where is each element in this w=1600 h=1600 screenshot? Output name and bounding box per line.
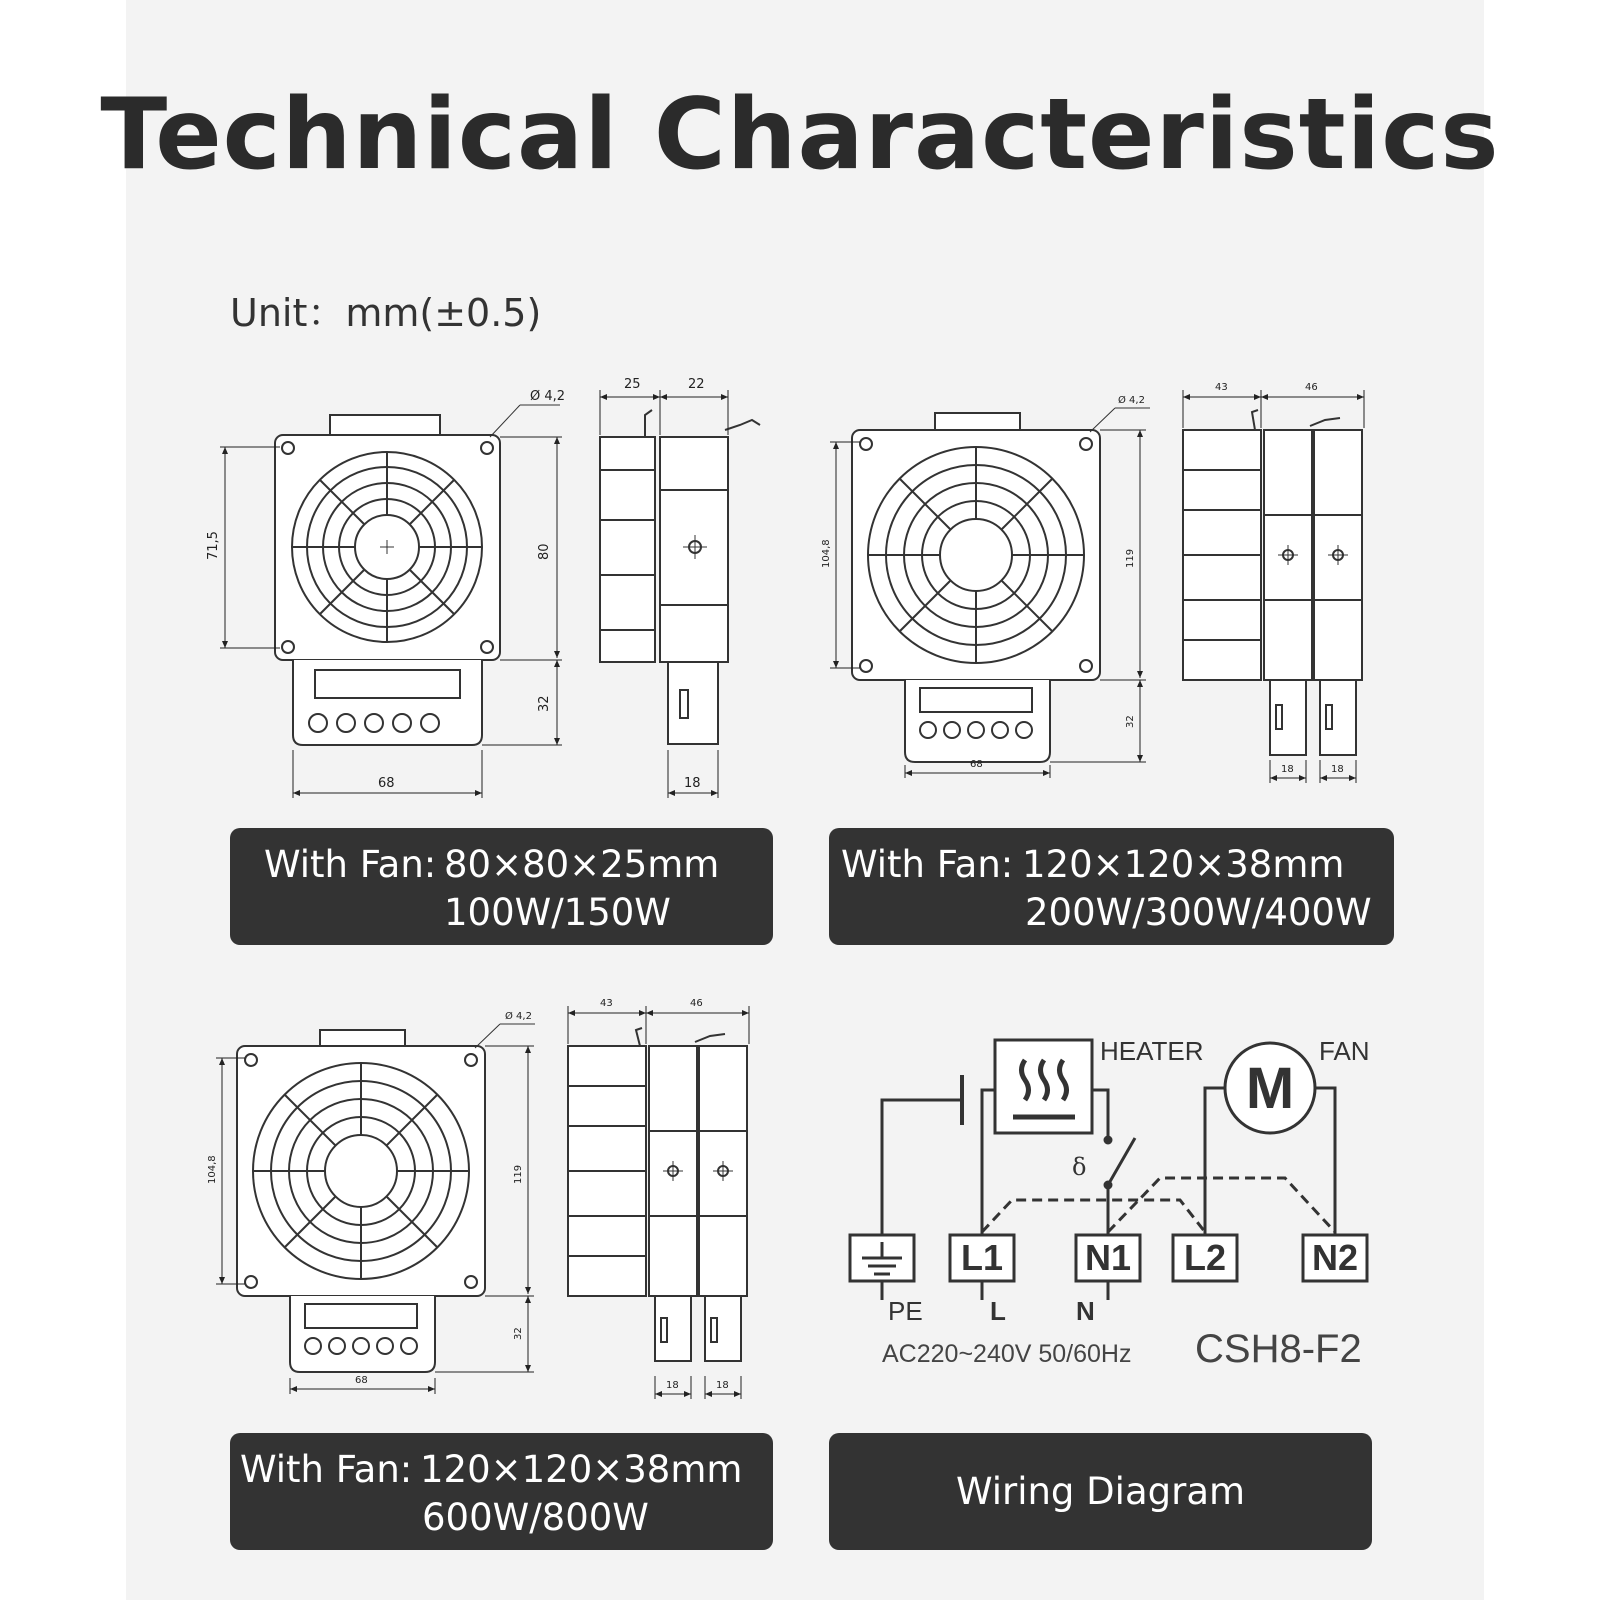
card-label: With Fan: [240, 1448, 413, 1491]
d1-height-inner: 71,5 [206, 531, 221, 560]
d2-side-left: 43 [1215, 382, 1228, 393]
model-card-120-a [829, 828, 1394, 945]
unit-note: Unit：mm(±0.5) [230, 291, 542, 335]
drawing-120b-front [237, 1024, 535, 1372]
card-power: 600W/800W [422, 1496, 649, 1539]
card-label: With Fan: [841, 843, 1014, 886]
terminal-l1-label: L1 [960, 1237, 1004, 1278]
pe-label: PE [888, 1296, 923, 1326]
d3-side-left: 43 [600, 998, 613, 1009]
d3-depth-a: 18 [666, 1380, 679, 1391]
d3-hole: Ø 4,2 [505, 1011, 532, 1022]
d2-height-outer: 119 [1125, 548, 1136, 568]
wiring-caption: Wiring Diagram [955, 1470, 1246, 1513]
d3-height-inner: 104,8 [207, 1155, 218, 1184]
d3-terminal-h: 32 [513, 1327, 524, 1340]
d1-depth: 18 [684, 776, 701, 791]
n-label: N [1076, 1296, 1095, 1326]
card-power: 200W/300W/400W [1025, 891, 1372, 934]
card-fan-size: 120×120×38mm [1022, 843, 1345, 886]
motor-symbol: M [1245, 1056, 1295, 1121]
d2-terminal-h: 32 [1125, 715, 1136, 728]
d2-depth-a: 18 [1281, 764, 1294, 775]
card-power: 100W/150W [444, 891, 671, 934]
page-title: Technical Characteristics [100, 78, 1500, 192]
terminal-n1-label: N1 [1084, 1237, 1132, 1278]
terminal-l2-label: L2 [1183, 1237, 1227, 1278]
drawing-120-side [1183, 410, 1362, 755]
fan-label: FAN [1319, 1036, 1370, 1066]
d3-width: 68 [355, 1375, 368, 1386]
card-label: With Fan: [264, 843, 437, 886]
d3-side-right: 46 [690, 998, 703, 1009]
wiring-caption-card [829, 1433, 1372, 1550]
d1-hole: Ø 4,2 [530, 389, 566, 404]
drawing-120-front [852, 408, 1150, 762]
d1-height-outer: 80 [537, 543, 552, 560]
heater-label: HEATER [1100, 1036, 1204, 1066]
card-fan-size: 120×120×38mm [420, 1448, 743, 1491]
supply-label: AC220~240V 50/60Hz [882, 1340, 1132, 1368]
card-fan-size: 80×80×25mm [444, 843, 720, 886]
model-card-80 [230, 828, 773, 945]
drawing-120b-side [568, 1028, 747, 1361]
d1-terminal-h: 32 [537, 695, 552, 712]
thermostat-symbol: δ [1072, 1153, 1087, 1181]
drawing-80-front [275, 405, 560, 745]
drawing-80-side [600, 410, 760, 744]
l-label: L [990, 1296, 1006, 1326]
d2-hole: Ø 4,2 [1118, 395, 1145, 406]
terminal-n2-label: N2 [1311, 1237, 1359, 1278]
d1-side-right: 22 [688, 377, 705, 392]
model-label: CSH8-F2 [1195, 1327, 1362, 1371]
d1-width: 68 [378, 776, 395, 791]
d2-width: 68 [970, 759, 983, 770]
d2-side-right: 46 [1305, 382, 1318, 393]
d2-height-inner: 104,8 [821, 539, 832, 568]
model-card-120-b [230, 1433, 773, 1550]
d3-height-outer: 119 [513, 1164, 524, 1184]
d3-depth-b: 18 [716, 1380, 729, 1391]
d1-side-left: 25 [624, 377, 641, 392]
d2-depth-b: 18 [1331, 764, 1344, 775]
